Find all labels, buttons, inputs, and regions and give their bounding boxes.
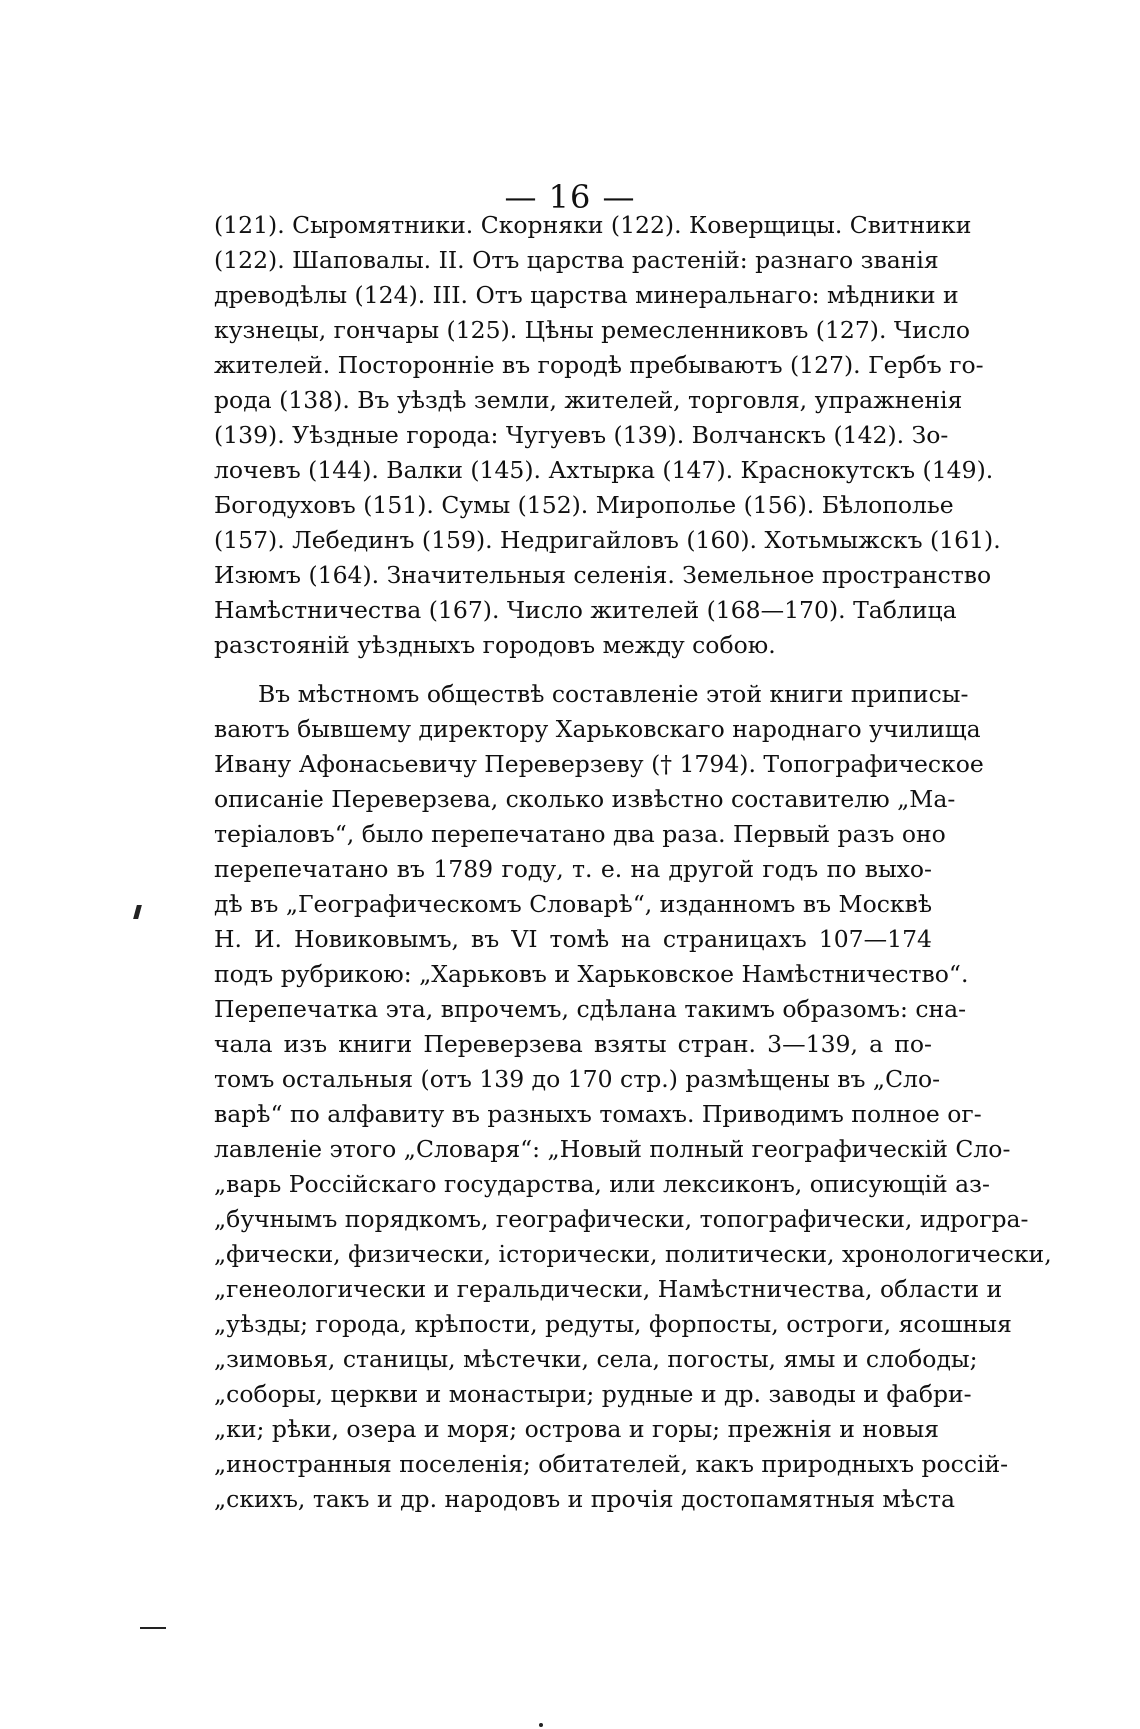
text-line: Въ мѣстномъ обществѣ составленіе этой книги приписы- <box>258 680 969 708</box>
text-line: „уѣзды; города, крѣпости, редуты, форпосты, остроги, ясошныя <box>214 1310 1012 1338</box>
text-line: дѣ въ „Географическомъ Словарѣ“, изданномъ въ Москвѣ <box>214 890 932 918</box>
text-line: описаніе Переверзева, сколько извѣстно составителю „Ма- <box>214 785 956 813</box>
text-line: перепечатано въ 1789 году, т. е. на другой годъ по выхо- <box>214 855 932 883</box>
text-line: „генеологически и геральдически, Намѣстничества, области и <box>214 1275 1003 1303</box>
text-line: чала изъ книги Переверзева взяты стран. 3—139, а по- <box>214 1030 932 1058</box>
text-line: „бучнымъ порядкомъ, географически, топографически, идрогра- <box>214 1205 1029 1233</box>
paragraph-gap <box>214 663 932 677</box>
ink-mark <box>140 1627 166 1629</box>
text-line: „варь Россійскаго государства, или лексиконъ, описующій аз- <box>214 1170 990 1198</box>
text-line: (121). Сыромятники. Скорняки (122). Коверщицы. Свитники <box>214 211 972 239</box>
text-body <box>214 208 1052 1517</box>
text-line: „зимовья, станицы, мѣстечки, села, погосты, ямы и слободы; <box>214 1345 978 1373</box>
text-line: томъ остальныя (отъ 139 до 170 стр.) размѣщены въ „Сло- <box>214 1065 941 1093</box>
text-line: „ки; рѣки, озера и моря; острова и горы; прежнія и новыя <box>214 1415 939 1443</box>
text-line: разстояній уѣздныхъ городовъ между собою. <box>214 631 776 659</box>
ink-mark <box>133 905 142 919</box>
text-line: Богодуховъ (151). Сумы (152). Мирополье (156). Бѣлополье <box>214 491 954 519</box>
ink-speck <box>539 1723 543 1727</box>
text-line: (122). Шаповалы. II. Отъ царства растеній: разнаго званія <box>214 246 939 274</box>
text-line: кузнецы, гончары (125). Цѣны ремесленниковъ (127). Число <box>214 316 970 344</box>
text-line: Н. И. Новиковымъ, въ VI томѣ на страницахъ 107—174 <box>214 925 932 953</box>
text-line: ваютъ бывшему директору Харьковскаго народнаго училища <box>214 715 981 743</box>
paragraph-authorship <box>214 677 1052 1517</box>
text-line: лочевъ (144). Валки (145). Ахтырка (147). Краснокутскъ (149). <box>214 456 994 484</box>
paragraph-toc-continuation <box>214 208 1001 663</box>
text-line: древодѣлы (124). III. Отъ царства минеральнаго: мѣдники и <box>214 281 959 309</box>
text-line: Намѣстничества (167). Число жителей (168—170). Таблица <box>214 596 957 624</box>
text-line: лавленіе этого „Словаря“: „Новый полный географическій Сло- <box>214 1135 1011 1163</box>
text-line: (157). Лебединъ (159). Недригайловъ (160). Хотьмыжскъ (161). <box>214 526 1001 554</box>
text-line: Перепечатка эта, впрочемъ, сдѣлана такимъ образомъ: сна- <box>214 995 967 1023</box>
text-line: варѣ“ по алфавиту въ разныхъ томахъ. Приводимъ полное ог- <box>214 1100 982 1128</box>
text-line: теріаловъ“, было перепечатано два раза. Первый разъ оно <box>214 820 946 848</box>
text-line: подъ рубрикою: „Харьковъ и Харьковское Намѣстничество“. <box>214 960 969 988</box>
text-line: (139). Уѣздные города: Чугуевъ (139). Волчанскъ (142). Зо- <box>214 421 949 449</box>
text-line: „скихъ, такъ и др. народовъ и прочія достопамятныя мѣста <box>214 1485 955 1513</box>
text-line: Ивану Афонасьевичу Переверзеву († 1794). Топографическое <box>214 750 984 778</box>
text-line: „иностранныя поселенія; обитателей, какъ природныхъ россій- <box>214 1450 1009 1478</box>
text-line: рода (138). Въ уѣздѣ земли, жителей, торговля, упражненія <box>214 386 963 414</box>
page-number: — 16 — <box>504 178 636 216</box>
text-line: „соборы, церкви и монастыри; рудные и др. заводы и фабри- <box>214 1380 972 1408</box>
text-line: Изюмъ (164). Значительныя селенія. Земельное пространство <box>214 561 992 589</box>
text-line: жителей. Посторонніе въ городѣ пребываютъ (127). Гербъ го- <box>214 351 984 379</box>
text-line: „фически, физически, історически, политически, хронологически, <box>214 1240 1052 1268</box>
